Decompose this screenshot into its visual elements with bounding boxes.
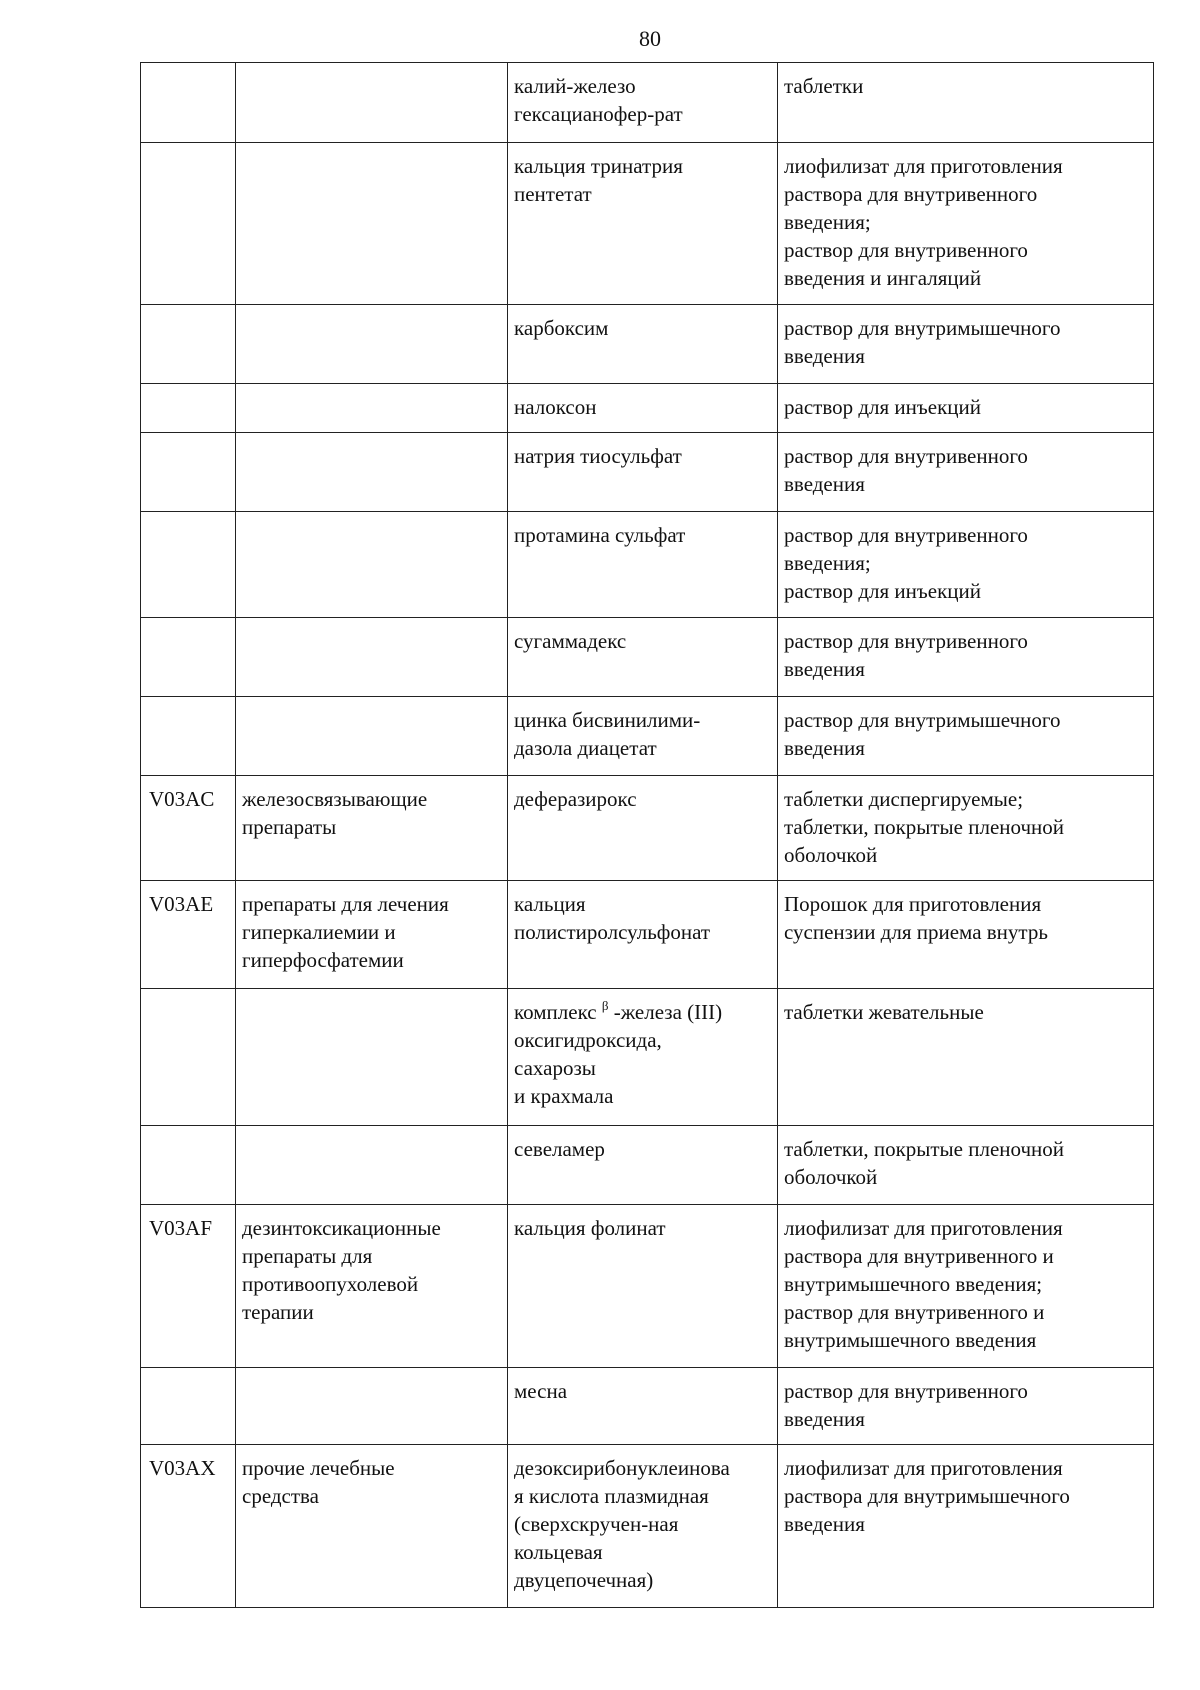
beta-symbol: β (601, 998, 609, 1013)
dosage-form-cell: таблетки (778, 63, 1154, 143)
table-row (141, 512, 1154, 618)
substance-cell: месна (508, 1368, 778, 1445)
group-cell (236, 305, 508, 384)
dosage-form-cell: раствор для внутримышечного введения (778, 697, 1154, 776)
group-cell (236, 1126, 508, 1205)
dosage-form-cell: лиофилизат для приготовления раствора для внутримышечного введения (778, 1445, 1154, 1608)
atc-code-cell: V03AX (141, 1445, 236, 1608)
table-row (141, 1368, 1154, 1445)
atc-code-cell (141, 1126, 236, 1205)
table-row (141, 384, 1154, 433)
atc-code-cell (141, 63, 236, 143)
substance-cell: сугаммадекс (508, 618, 778, 697)
dosage-form-cell: лиофилизат для приготовления раствора для внутривенного введения; раствор для внутривенного введения и ингаляций (778, 143, 1154, 305)
group-cell (236, 384, 508, 433)
substance-cell: налоксон (508, 384, 778, 433)
group-cell: прочие лечебные средства (236, 1445, 508, 1608)
atc-code-cell (141, 384, 236, 433)
atc-code-cell (141, 989, 236, 1126)
group-cell (236, 63, 508, 143)
atc-code-cell: V03AF (141, 1205, 236, 1368)
substance-cell: протамина сульфат (508, 512, 778, 618)
dosage-form-cell: раствор для внутримышечного введения (778, 305, 1154, 384)
substance-cell: деферазирокс (508, 776, 778, 881)
table-row (141, 776, 1154, 881)
substance-cell: калий-железо гексацианофер-рат (508, 63, 778, 143)
group-cell (236, 143, 508, 305)
substance-cell: натрия тиосульфат (508, 433, 778, 512)
drug-table (140, 62, 1154, 1608)
atc-code-cell (141, 512, 236, 618)
table-row (141, 618, 1154, 697)
group-cell: препараты для лечения гиперкалиемии и гиперфосфатемии (236, 881, 508, 989)
atc-code-cell (141, 1368, 236, 1445)
atc-code-cell (141, 305, 236, 384)
group-cell (236, 618, 508, 697)
substance-cell: цинка бисвинилими- дазола диацетат (508, 697, 778, 776)
table-row (141, 305, 1154, 384)
dosage-form-cell: раствор для внутривенного введения (778, 433, 1154, 512)
substance-cell: кальция полистиролсульфонат (508, 881, 778, 989)
atc-code-cell (141, 618, 236, 697)
dosage-form-cell: раствор для внутривенного введения; раствор для инъекций (778, 512, 1154, 618)
table-row (141, 63, 1154, 143)
dosage-form-cell: раствор для инъекций (778, 384, 1154, 433)
dosage-form-cell: раствор для внутривенного введения (778, 618, 1154, 697)
table-row (141, 881, 1154, 989)
dosage-form-cell: раствор для внутривенного введения (778, 1368, 1154, 1445)
substance-cell: кальция фолинат (508, 1205, 778, 1368)
substance-cell: севеламер (508, 1126, 778, 1205)
table-row (141, 1126, 1154, 1205)
table-row (141, 433, 1154, 512)
substance-cell: кальция тринатрия пентетат (508, 143, 778, 305)
dosage-form-cell: Порошок для приготовления суспензии для приема внутрь (778, 881, 1154, 989)
table-row (141, 1205, 1154, 1368)
group-cell: дезинтоксикационные препараты для противоопухолевой терапии (236, 1205, 508, 1368)
dosage-form-cell: лиофилизат для приготовления раствора для внутривенного и внутримышечного введения; раствор для внутривенного и внутримышечного введения (778, 1205, 1154, 1368)
dosage-form-cell: таблетки, покрытые пленочной оболочкой (778, 1126, 1154, 1205)
substance-text: -железа (III) оксигидроксида, сахарозы и крахмала (514, 1000, 723, 1108)
group-cell (236, 697, 508, 776)
dosage-form-cell: таблетки жевательные (778, 989, 1154, 1126)
table-row (141, 989, 1154, 1126)
table-row (141, 697, 1154, 776)
substance-cell: карбоксим (508, 305, 778, 384)
substance-text: комплекс (514, 1000, 602, 1024)
atc-code-cell (141, 697, 236, 776)
substance-cell: дезоксирибонуклеинова я кислота плазмидная (сверхскручен-ная кольцевая двуцепочечная) (508, 1445, 778, 1608)
page-number: 80 (639, 26, 661, 51)
group-cell (236, 989, 508, 1126)
substance-cell (508, 989, 778, 1126)
group-cell (236, 433, 508, 512)
atc-code-cell (141, 433, 236, 512)
atc-code-cell (141, 143, 236, 305)
table-row (141, 143, 1154, 305)
group-cell (236, 1368, 508, 1445)
group-cell (236, 512, 508, 618)
atc-code-cell: V03AE (141, 881, 236, 989)
group-cell: железосвязывающие препараты (236, 776, 508, 881)
dosage-form-cell: таблетки диспергируемые; таблетки, покрытые пленочной оболочкой (778, 776, 1154, 881)
table-row (141, 1445, 1154, 1608)
atc-code-cell: V03AC (141, 776, 236, 881)
